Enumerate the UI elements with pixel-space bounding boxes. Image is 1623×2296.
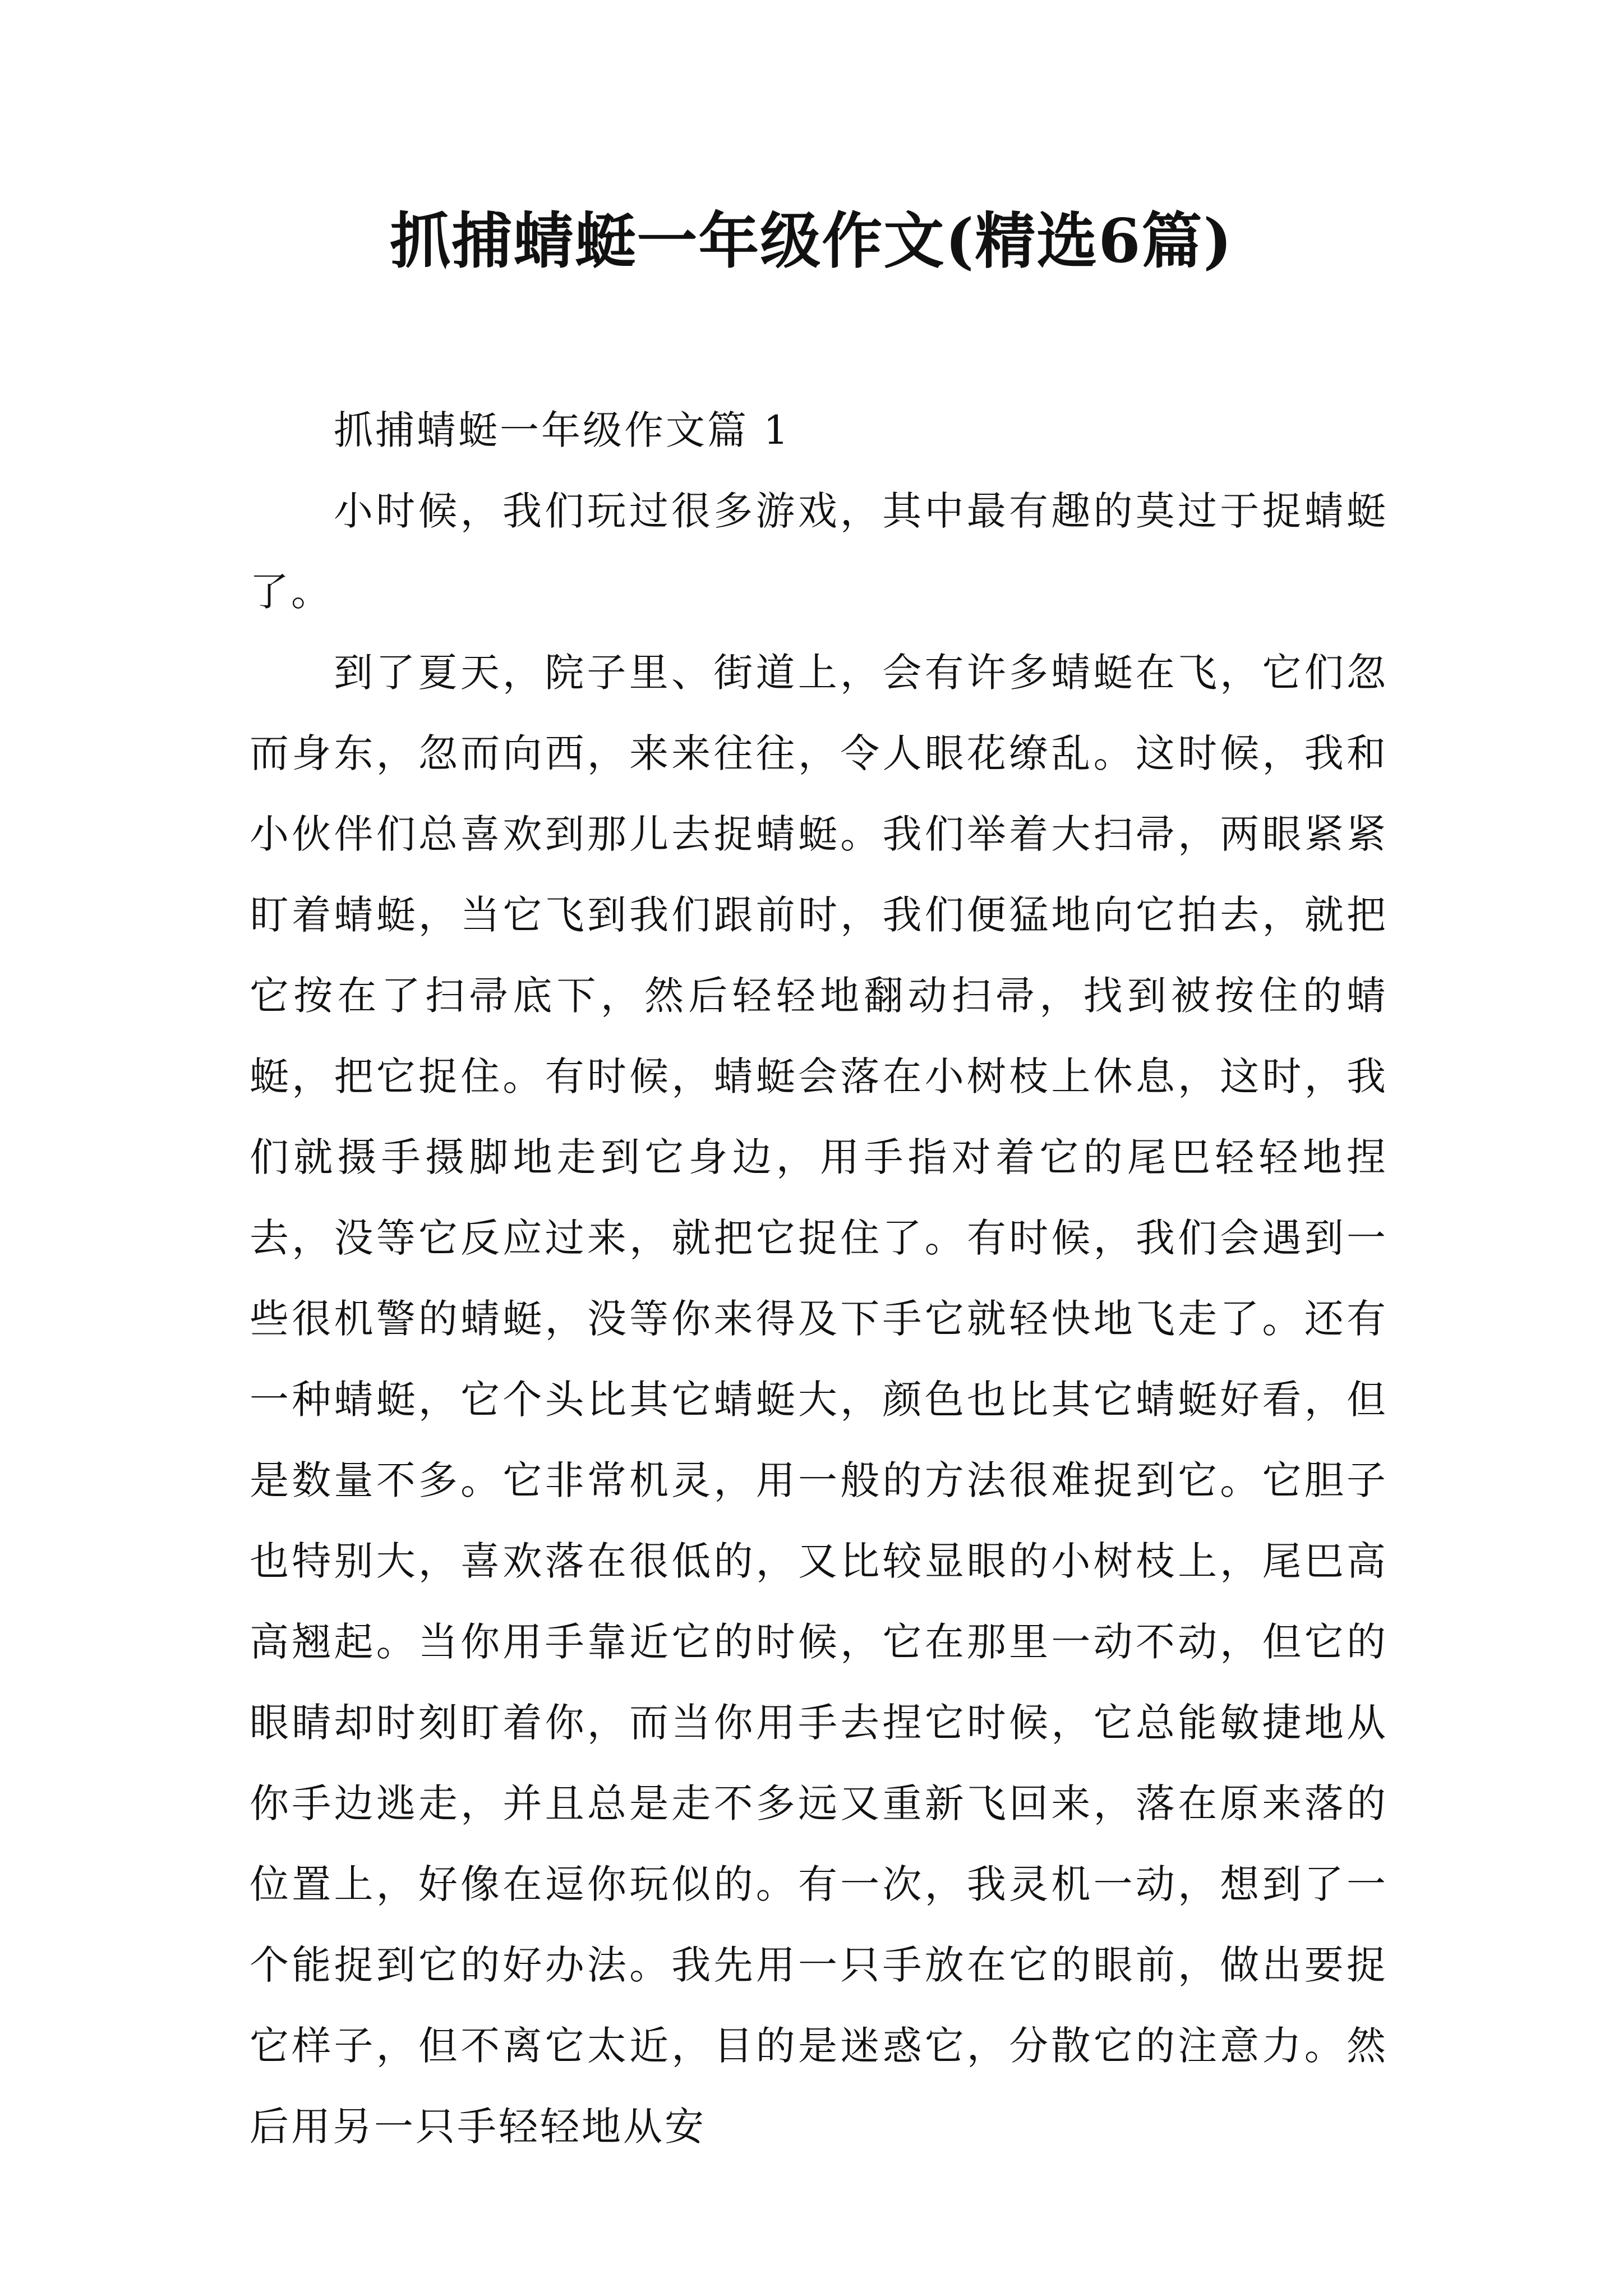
paragraph-1: 小时候，我们玩过很多游戏，其中最有趣的莫过于捉蜻蜓了。 [250, 488, 1388, 615]
document-body [250, 390, 1388, 2167]
paragraph-2: 到了夏天，院子里、街道上，会有许多蜻蜓在飞，它们忽而身东，忽而向西，来来往往，令人眼花缭乱。这时候，我和小伙伴们总喜欢到那儿去捉蜻蜓。我们举着大扫帚，两眼紧紧盯着蜻蜓，当它飞到我们跟前时，我们便猛地向它拍去，就把它按在了扫帚底下，然后轻轻地翻动扫帚，找到被按住的蜻蜓，把它捉住。有时候，蜻蜓会落在小树枝上休息，这时，我们就摄手摄脚地走到它身边，用手指对着它的尾巴轻轻地捏去，没等它反应过来，就把它捉住了。有时候，我们会遇到一些很机警的蜻蜓，没等你来得及下手它就轻快地飞走了。还有一种蜻蜓，它个头比其它蜻蜓大，颜色也比其它蜻蜓好看，但是数量不多。它非常机灵，用一般的方法很难捉到它。它胆子也特别大，喜欢落在很低的，又比较显眼的小树枝上，尾巴高高翘起。当你用手靠近它的时候，它在那里一动不动，但它的眼睛却时刻盯着你，而当你用手去捏它时候，它总能敏捷地从你手边逃走，并且总是走不多远又重新飞回来，落在原来落的位置上，好像在逗你玩似的。有一次，我灵机一动，想到了一个能捉到它的好办法。我先用一只手放在它的眼前，做出要捉它样子，但不离它太近，目的是迷惑它，分散它的注意力。然后用另一只手轻轻地从安 [250, 650, 1388, 2150]
section-heading: 抓捕蜻蜓一年级作文篇 1 [334, 407, 791, 453]
document-title: 抓捕蜻蜓一年级作文(精选6篇) [390, 206, 1233, 277]
